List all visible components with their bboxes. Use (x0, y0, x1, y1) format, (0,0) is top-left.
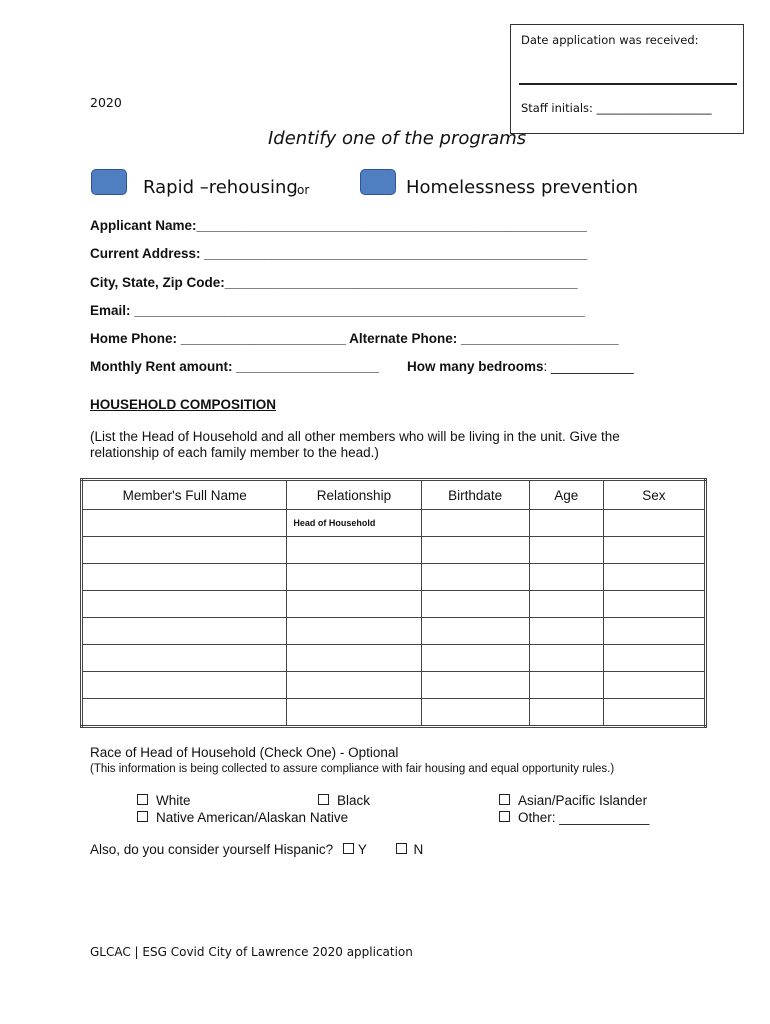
table-row (82, 699, 706, 727)
race-option-white[interactable] (137, 793, 191, 808)
hispanic-yes-checkbox-icon[interactable] (343, 843, 354, 854)
table-row (82, 564, 706, 591)
column-header-name: Member's Full Name (82, 480, 287, 510)
hispanic-no-checkbox-icon[interactable] (396, 843, 407, 854)
or-label: or (297, 183, 310, 197)
table-row (82, 645, 706, 672)
table-cell[interactable] (82, 537, 287, 564)
table-cell[interactable] (529, 672, 603, 699)
rapid-rehousing-label: Rapid –rehousing (143, 177, 298, 198)
race-other-label: Other: ____________ (518, 810, 650, 825)
table-cell[interactable] (529, 591, 603, 618)
table-cell[interactable] (421, 699, 529, 727)
race-option-native[interactable] (137, 810, 348, 825)
household-section-title: HOUSEHOLD COMPOSITION (90, 397, 277, 412)
race-title: Race of Head of Household (Check One) - Optional (90, 745, 399, 760)
rapid-rehousing-checkbox[interactable] (91, 169, 127, 195)
office-use-box (510, 24, 744, 134)
table-cell[interactable] (603, 510, 705, 537)
table-cell[interactable] (603, 618, 705, 645)
table-cell[interactable] (287, 672, 421, 699)
table-cell[interactable] (421, 645, 529, 672)
race-white-label: White (156, 793, 191, 808)
race-option-black[interactable] (318, 793, 370, 808)
bedrooms-blank[interactable]: : ___________ (543, 359, 634, 374)
column-header-relationship: Relationship (287, 480, 421, 510)
column-header-birthdate: Birthdate (421, 480, 529, 510)
hispanic-no-label: N (413, 842, 424, 857)
household-instructions: (List the Head of Household and all other members who will be living in the unit. Give the relationship of each family member to the head.) (90, 429, 620, 460)
checkbox-icon[interactable] (499, 811, 510, 822)
table-cell[interactable] (421, 618, 529, 645)
table-cell[interactable] (287, 645, 421, 672)
race-note: (This information is being collected to assure compliance with fair housing and equal opportunity rules.) (90, 763, 615, 775)
staff-initials-label[interactable]: Staff initials: ____________________ (521, 101, 712, 115)
homelessness-prevention-label: Homelessness prevention (406, 177, 639, 198)
phone-fields[interactable]: Home Phone: ______________________ Alternate Phone: _____________________ (90, 331, 619, 346)
race-asian-label: Asian/Pacific Islander (518, 793, 648, 808)
table-cell[interactable] (529, 537, 603, 564)
head-of-household-cell: Head of Household (287, 510, 421, 537)
applicant-name-field[interactable]: Applicant Name:____________________________________________________ (90, 218, 587, 233)
page-footer: GLCAC | ESG Covid City of Lawrence 2020 application (90, 945, 413, 959)
date-received-label: Date application was received: (521, 33, 699, 47)
race-option-other[interactable] (499, 810, 649, 825)
table-cell[interactable] (82, 645, 287, 672)
table-row (82, 618, 706, 645)
table-cell[interactable] (287, 591, 421, 618)
table-row (82, 510, 706, 537)
table-cell[interactable] (421, 591, 529, 618)
table-cell[interactable] (603, 672, 705, 699)
date-received-line[interactable] (519, 83, 737, 85)
homelessness-prevention-checkbox[interactable] (360, 169, 396, 195)
column-header-sex: Sex (603, 480, 705, 510)
hispanic-yes-label: Y (357, 842, 367, 857)
table-cell[interactable] (287, 699, 421, 727)
table-row (82, 591, 706, 618)
bedrooms-label: How many bedrooms (407, 359, 544, 374)
table-cell[interactable] (82, 510, 287, 537)
checkbox-icon[interactable] (499, 794, 510, 805)
table-cell[interactable] (603, 645, 705, 672)
race-native-label: Native American/Alaskan Native (156, 810, 349, 825)
race-black-label: Black (337, 793, 371, 808)
table-cell[interactable] (287, 618, 421, 645)
table-cell[interactable] (603, 564, 705, 591)
table-cell[interactable] (82, 591, 287, 618)
table-cell[interactable] (603, 537, 705, 564)
table-cell[interactable] (287, 564, 421, 591)
table-cell[interactable] (529, 645, 603, 672)
table-row (82, 537, 706, 564)
table-cell[interactable] (603, 591, 705, 618)
table-header-row (82, 480, 706, 510)
table-cell[interactable] (529, 699, 603, 727)
bedrooms-field[interactable] (407, 359, 634, 374)
email-field[interactable]: Email: ____________________________________________________________ (90, 303, 585, 318)
column-header-age: Age (529, 480, 603, 510)
table-cell[interactable] (421, 564, 529, 591)
current-address-field[interactable]: Current Address: ___________________________________________________ (90, 246, 588, 261)
hispanic-question (90, 842, 423, 857)
household-table (80, 478, 707, 728)
table-cell[interactable] (421, 672, 529, 699)
checkbox-icon[interactable] (318, 794, 329, 805)
city-state-zip-field[interactable]: City, State, Zip Code:_______________________________________________ (90, 275, 578, 290)
table-cell[interactable] (421, 537, 529, 564)
checkbox-icon[interactable] (137, 811, 148, 822)
page-heading: Identify one of the programs (268, 128, 527, 149)
table-cell[interactable] (82, 672, 287, 699)
table-cell[interactable] (82, 699, 287, 727)
table-cell[interactable] (82, 618, 287, 645)
race-option-asian[interactable] (499, 793, 647, 808)
table-cell[interactable] (529, 510, 603, 537)
table-cell[interactable] (603, 699, 705, 727)
table-cell[interactable] (529, 618, 603, 645)
monthly-rent-field[interactable]: Monthly Rent amount: ___________________ (90, 359, 379, 374)
table-row (82, 672, 706, 699)
table-cell[interactable] (529, 564, 603, 591)
checkbox-icon[interactable] (137, 794, 148, 805)
hispanic-question-label: Also, do you consider yourself Hispanic? (90, 842, 334, 857)
table-cell[interactable] (421, 510, 529, 537)
year-label: 2020 (90, 95, 122, 110)
table-cell[interactable] (82, 564, 287, 591)
table-cell[interactable] (287, 537, 421, 564)
